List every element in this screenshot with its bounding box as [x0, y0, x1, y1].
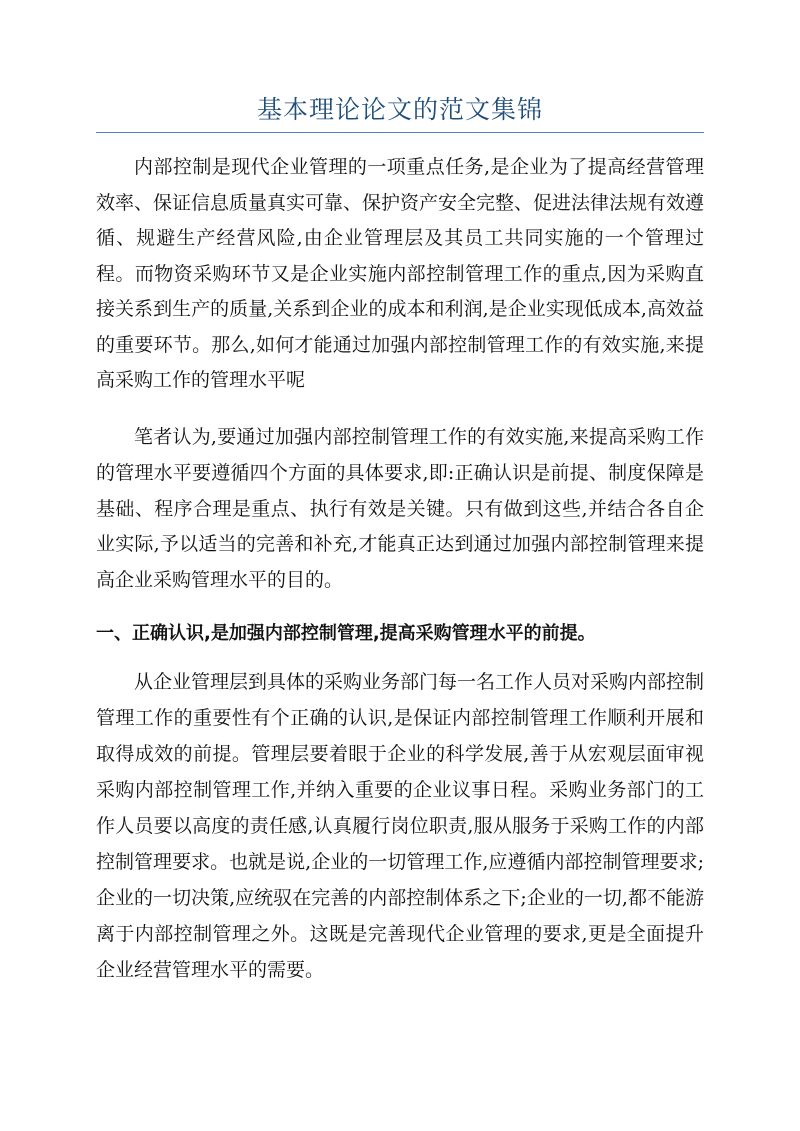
paragraph-intro: 内部控制是现代企业管理的一项重点任务,是企业为了提高经营管理效率、保证信息质量真实可靠、保护资产安全完整、促进法律法规有效遵循、规避生产经营风险,由企业管理层及其员工共同实施的一个管理过程。而物资采购环节又是企业实施内部控制管理工作的重点,因为采购直接关系到生产的质量,关系到企业的成本和利润,是企业实现低成本,高效益的重要环节。那么,如何才能通过加强内部控制管理工作的有效实施,来提高采购工作的管理水平呢: [96, 156, 705, 391]
section-heading-1: 一、正确认识,是加强内部控制管理,提高采购管理水平的前提。: [96, 623, 596, 644]
title-underline: [96, 132, 704, 133]
document-title: 基本理论论文的范文集锦: [256, 95, 543, 124]
paragraph-author-view: 笔者认为,要通过加强内部控制管理工作的有效实施,来提高采购工作的管理水平要遵循四个方面的具体要求,即:正确认识是前提、制度保障是基础、程序合理是重点、执行有效是关键。只有做到这些,并结合各自企业实际,予以适当的完善和补充,才能真正达到通过加强内部控制管理来提高企业采购管理水平的目的。: [96, 426, 704, 592]
paragraph-section-1: 从企业管理层到具体的采购业务部门每一名工作人员对采购内部控制管理工作的重要性有个正确的认识,是保证内部控制管理工作顺利开展和取得成效的前提。管理层要着眼于企业的科学发展,善于从宏观层面审视采购内部控制管理工作,并纳入重要的企业议事日程。采购业务部门的工作人员要以高度的责任感,认真履行岗位职责,服从服务于采购工作的内部控制管理要求。也就是说,企业的一切管理工作,应遵循内部控制管理要求;企业的一切决策,应统驭在完善的内部控制体系之下;企业的一切,都不能游离于内部控制管理之外。这既是完善现代企业管理的要求,更是全面提升企业经营管理水平的需要。: [96, 671, 705, 981]
